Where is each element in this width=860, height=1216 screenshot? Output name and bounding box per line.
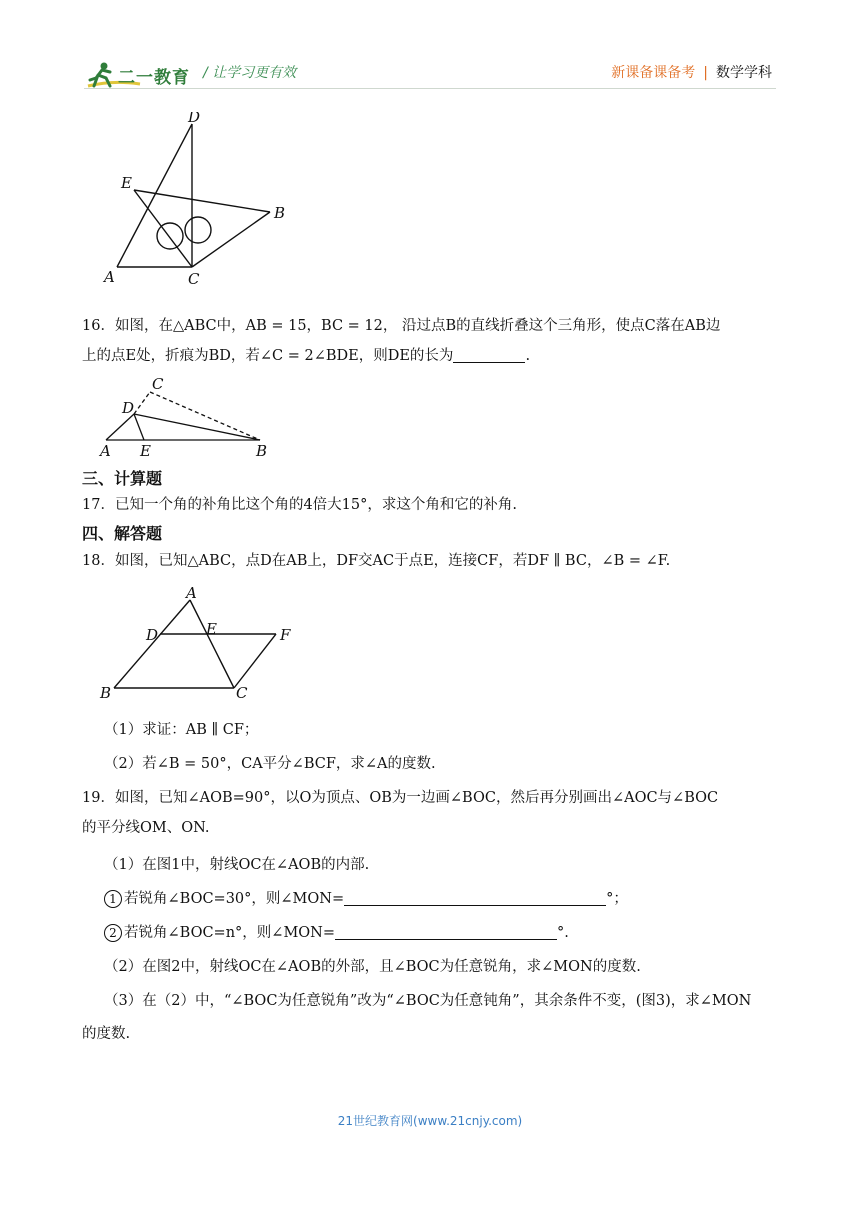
question-19 [82,783,782,843]
question-18: 18．如图，已知△ABC，点D在AB上，DF交AC于点E，连接CF，若DF ∥ BC，∠B = ∠F. [82,553,671,569]
logo-text: 二一教育 [118,68,190,88]
page-header [0,0,860,100]
fig15-label-e: E [121,174,132,192]
fig18-label-a: A [186,584,197,602]
fig16-label-a: A [100,442,111,460]
fig16-label-e: E [140,442,151,460]
fig16-label-d: D [122,399,135,417]
q19-sub-1: 1 若锐角∠BOC=30°，则∠MON= °； [104,884,628,914]
figure-q16 [98,374,278,460]
fig16-label-b: B [256,442,268,460]
fig18-label-e: E [206,620,217,638]
q18-part-1: （1）求证：AB ∥ CF； [104,722,259,738]
header-subject: 数学学科 [716,65,772,81]
section-4-title: 四、解答题 [82,524,163,543]
header-course: 新课备课备考 [611,65,696,81]
page-footer: 21世纪教育网(www.21cnjy.com) [337,1114,523,1128]
q19-part-3-cont: 的度数. [82,1026,131,1042]
fig18-label-d: D [146,626,159,644]
q19-part-2: （2）在图2中，射线OC在∠AOB的外部，且∠BOC为任意锐角，求∠MON的度数. [104,959,641,975]
fig15-label-c: C [188,270,200,288]
circled-number-2: 2 [104,924,122,942]
q19-line-2: 的平分线OM、ON. [82,820,210,836]
fig18-label-b: B [100,684,112,702]
slogan: / 让学习更有效 [203,65,297,81]
q16-line-1: 16．如图，在△ABC中，AB = 15，BC = 12， 沿过点B的直线折叠这个三角形，使点C落在AB边 [82,318,721,334]
circled-number-1: 1 [104,890,122,908]
header-divider [84,88,776,89]
question-17: 17．已知一个角的补角比这个角的4倍大15°，求这个角和它的补角. [82,497,517,513]
q19-sub-1-blank[interactable] [344,889,606,906]
fig15-label-a: A [104,268,115,286]
header-separator: | [703,65,708,81]
fig16-label-c: C [152,375,164,393]
q16-line-2: 上的点E处，折痕为BD，若∠C = 2∠BDE，则DE的长为 . [82,348,531,364]
figure-q18 [96,584,306,704]
q16-answer-blank[interactable] [453,346,525,363]
fig15-label-d: D [188,112,201,126]
section-3-title: 三、计算题 [82,469,163,488]
q19-line-1: 19．如图，已知∠AOB=90°，以O为顶点、OB为一边画∠BOC，然后再分别画出∠AOC与∠BOC [82,790,719,806]
figure-q15 [100,112,300,292]
q19-sub-2-blank[interactable] [335,923,557,940]
q19-sub-2: 2 若锐角∠BOC=n°，则∠MON= °. [104,918,569,948]
header-right [611,62,772,82]
fig18-label-f: F [280,626,291,644]
fig18-label-c: C [236,684,248,702]
q19-part-3: （3）在（2）中，“∠BOC为任意锐角”改为“∠BOC为任意钝角”，其余条件不变，(图3)，求∠MON [104,993,752,1009]
fig15-label-b: B [274,204,286,222]
q19-part-1: （1）在图1中，射线OC在∠AOB的内部. [104,857,370,873]
q18-part-2: （2）若∠B = 50°，CA平分∠BCF，求∠A的度数. [104,756,436,772]
question-16 [82,311,782,371]
